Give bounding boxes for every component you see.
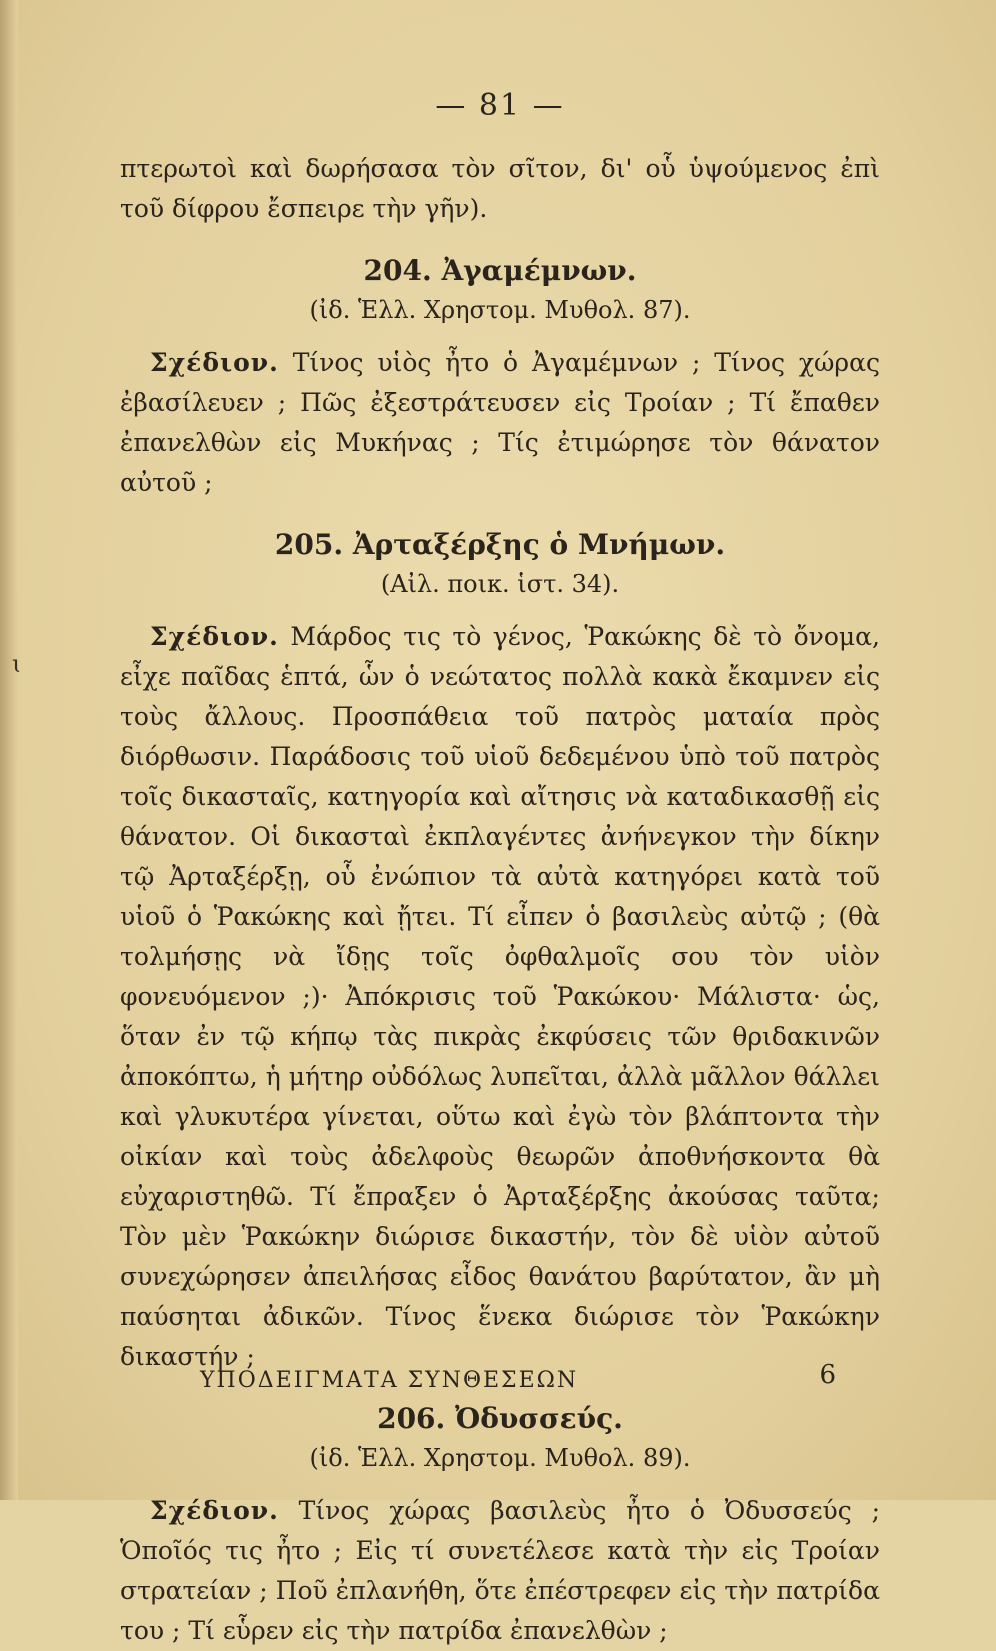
section-text: Τίνος υἱὸς ἦτο ὁ Ἀγαμέμνων ; Τίνος χώρας ἐβασίλευεν ; Πῶς ἐξεστράτευσεν εἰς Τροίαν ; Τί ἔπαθεν ἐπανελθὼν εἰς Μυκήνας ; Τίς ἐτιμώρησε τὸν θάνατον αὐτοῦ ; (120, 348, 880, 497)
printer-signature: ΥΠΟΔΕΙΓΜΑΤΑ ΣΥΝΘΕΣΕΩΝ (200, 1368, 579, 1393)
section-205 (120, 525, 880, 1377)
section-text: Μάρδος τις τὸ γένος, Ῥακώκης δὲ τὸ ὄνομα, εἶχε παῖδας ἑπτά, ὧν ὁ νεώτατος πολλὰ κακὰ ἔκαμνεν εἰς τοὺς ἄλλους. Προσπάθεια τοῦ πατρὸς ματαία πρὸς διόρθωσιν. Παράδοσις τοῦ υἱοῦ δεδεμένου ὑπὸ τοῦ πατρὸς τοῖς δικασταῖς, κατηγορία καὶ αἴτησις νὰ καταδικασθῇ εἰς θάνατον. Οἱ δικασταὶ ἐκπλαγέντες ἀνήνεγκον τὴν δίκην τῷ Ἀρταξέρξῃ, οὗ ἐνώπιον τὰ αὐτὰ κατηγόρει κατὰ τοῦ υἱοῦ ὁ Ῥακώκης καὶ ᾔτει. Τί εἶπεν ὁ βασιλεὺς αὐτῷ ; (θὰ τολμήσῃς νὰ ἴδῃς τοῖς ὀφθαλμοῖς σου τὸν υἱὸν φονευόμενον ;)· Ἀπόκρισις τοῦ Ῥακώκου· Μάλιστα· ὡς, ὅταν ἐν τῷ κήπῳ τὰς πικρὰς ἐκφύσεις τῶν θριδακινῶν ἀποκόπτω, ἡ μήτηρ οὐδόλως λυπεῖται, ἀλλὰ μᾶλλον θάλλει καὶ γλυκυτέρα γίνεται, οὕτω καὶ ἐγὼ τὸν βλάπτοντα τὴν οἰκίαν καὶ τοὺς ἀδελφοὺς θεωρῶν ἀποθνήσκοντα θὰ εὐχαριστηθῶ. Τί ἔπραξεν ὁ Ἀρταξέρξης ἀκούσας ταῦτα; Τὸν μὲν Ῥακώκην διώρισε δικαστήν, τὸν δὲ υἱὸν αὐτοῦ συνεχώρησεν ἀπειλήσας εἶδος θανάτου βαρύτατον, ἂν μὴ παύσηται ἀδικῶν. Τίνος ἕνεκα διώρισε τὸν Ῥακώκην δικαστήν ; (120, 622, 880, 1371)
section-title: 204. Ἀγαμέμνων. (363, 254, 637, 287)
section-lead: Σχέδιον. (150, 1496, 279, 1525)
section-title: 205. Ἀρταξέρξης ὁ Μνήμων. (274, 528, 726, 561)
section-text: Τίνος χώρας βασιλεὺς ἦτο ὁ Ὀδυσσεύς ; Ὁποῖός τις ἦτο ; Εἰς τί συνετέλεσε κατὰ τὴν εἰς Τροίαν στρατείαν ; Ποῦ ἐπλανήθη, ὅτε ἐπέστρεφεν εἰς τὴν πατρίδα του ; Τί εὗρεν εἰς τὴν πατρίδα ἐπανελθὼν ; (120, 1496, 880, 1645)
page-footer (120, 1360, 880, 1408)
sheet-number: 6 (819, 1360, 836, 1390)
section-reference: (ἰδ. Ἑλλ. Χρηστομ. Μυθολ. 89). (309, 1444, 691, 1472)
page-content (120, 88, 880, 1651)
section-lead: Σχέδιον. (150, 622, 279, 651)
section-lead: Σχέδιον. (150, 348, 279, 377)
page-number: — 81 — (435, 88, 565, 123)
section-reference: (Αἰλ. ποικ. ἱστ. 34). (380, 570, 620, 598)
section-206 (120, 1399, 880, 1651)
section-body (120, 1491, 880, 1651)
page-spine-shadow (0, 0, 18, 1500)
margin-mark: ɩ (12, 650, 22, 678)
section-204 (120, 251, 880, 503)
section-body (120, 617, 880, 1377)
section-body (120, 343, 880, 503)
section-title: 206. Ὀδυσσεύς. (377, 1402, 623, 1435)
intro-paragraph: πτερωτοὶ καὶ δωρήσασα τὸν σῖτον, δι' οὗ ὑψούμενος ἐπὶ τοῦ δίφρου ἔσπειρε τὴν γῆν). (120, 154, 880, 223)
section-reference: (ἰδ. Ἑλλ. Χρηστομ. Μυθολ. 87). (309, 296, 691, 324)
